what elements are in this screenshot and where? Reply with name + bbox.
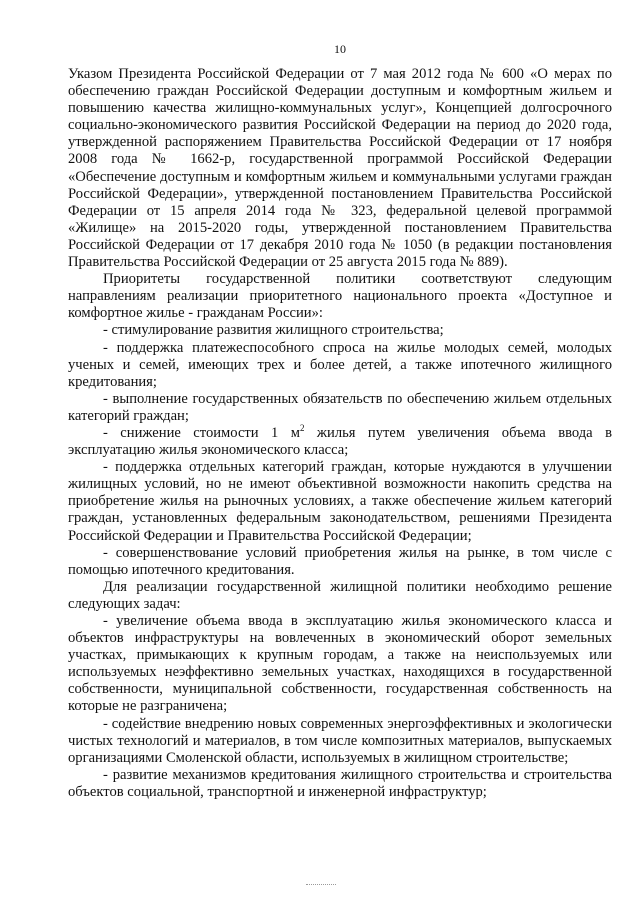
list-item-priority: - поддержка платежеспособного спроса на жилье молодых семей, молодых ученых и семей, имеющих трех и более детей, а также ипотечного жилищного кредитования; xyxy=(68,339,612,390)
paragraph-priorities: Приоритеты государственной политики соответствуют следующим направлениям реализации приоритетного национального проекта «Доступное и комфортное жилье - гражданам России»: xyxy=(68,271,612,322)
page-number: 10 xyxy=(334,42,346,56)
paragraph-tasks-intro: Для реализации государственной жилищной политики необходимо решение следующих задач: xyxy=(68,578,612,612)
document-body xyxy=(68,66,612,801)
paragraph-intro: Указом Президента Российской Федерации от 7 мая 2012 года № 600 «О мерах по обеспечению граждан Российской Федерации доступным и комфортным жильем и повышению качества жилищно-коммунальных услуг», Концепцией долгосрочного социально-экономического развития Российской Федерации на период до 2020 года, утвержденной распоряжением Правительства Российской Федерации от 17 ноября 2008 года № 1662-р, государственной программой Российской Федерации «Обеспечение доступным и комфортным жильем и коммунальными услугами граждан Российской Федерации», утвержденной постановлением Правительства Российской Федерации от 15 апреля 2014 года № 323, федеральной целевой программой «Жилище» на 2015-2020 годы, утвержденной постановлением Правительства Российской Федерации от 17 декабря 2010 года № 1050 (в редакции постановления Правительства Российской Федерации от 25 августа 2015 года № 889). xyxy=(68,66,612,271)
priority-text-start: - снижение стоимости 1 м xyxy=(103,424,300,441)
list-item-priority: - поддержка отдельных категорий граждан, которые нуждаются в улучшении жилищных условий, но не имеют объективной возможности накопить средства на приобретение жилья на рыночных условиях, а также обеспечение жильем категорий граждан, установленных федеральным законодательством, решениями Президента Российской Федерации и Правительства Российской Федерации; xyxy=(68,459,612,544)
priority-text-end: жилья путем увеличения объема ввода в эксплуатацию жилья экономического класса; xyxy=(68,424,612,459)
list-item-priority: - выполнение государственных обязательств по обеспечению жильем отдельных категорий граждан; xyxy=(68,390,612,424)
square-meter-superscript: 2 xyxy=(300,423,305,434)
scan-artifact xyxy=(306,884,336,886)
list-item-task: - развитие механизмов кредитования жилищного строительства и строительства объектов социальной, транспортной и инженерной инфраструктур; xyxy=(68,766,612,800)
list-item-priority: - стимулирование развития жилищного строительства; xyxy=(103,322,444,339)
list-item-priority: - совершенствование условий приобретения жилья на рынке, в том числе с помощью ипотечного кредитования. xyxy=(68,544,612,578)
list-item-priority xyxy=(68,425,612,459)
list-item-task: - содействие внедрению новых современных энергоэффективных и экологически чистых технологий и материалов, в том числе композитных материалов, выпускаемых организациями Смоленской области, используемых в жилищном строительстве; xyxy=(68,715,612,766)
list-item-task: - увеличение объема ввода в эксплуатацию жилья экономического класса и объектов инфраструктуры на вовлеченных в экономический оборот земельных участках, примыкающих к крупным городам, а также на неиспользуемых или используемых неэффективно земельных участках, находящихся в государственной собственности, муниципальной собственности, государственная собственность на которые не разграничена; xyxy=(68,613,612,715)
